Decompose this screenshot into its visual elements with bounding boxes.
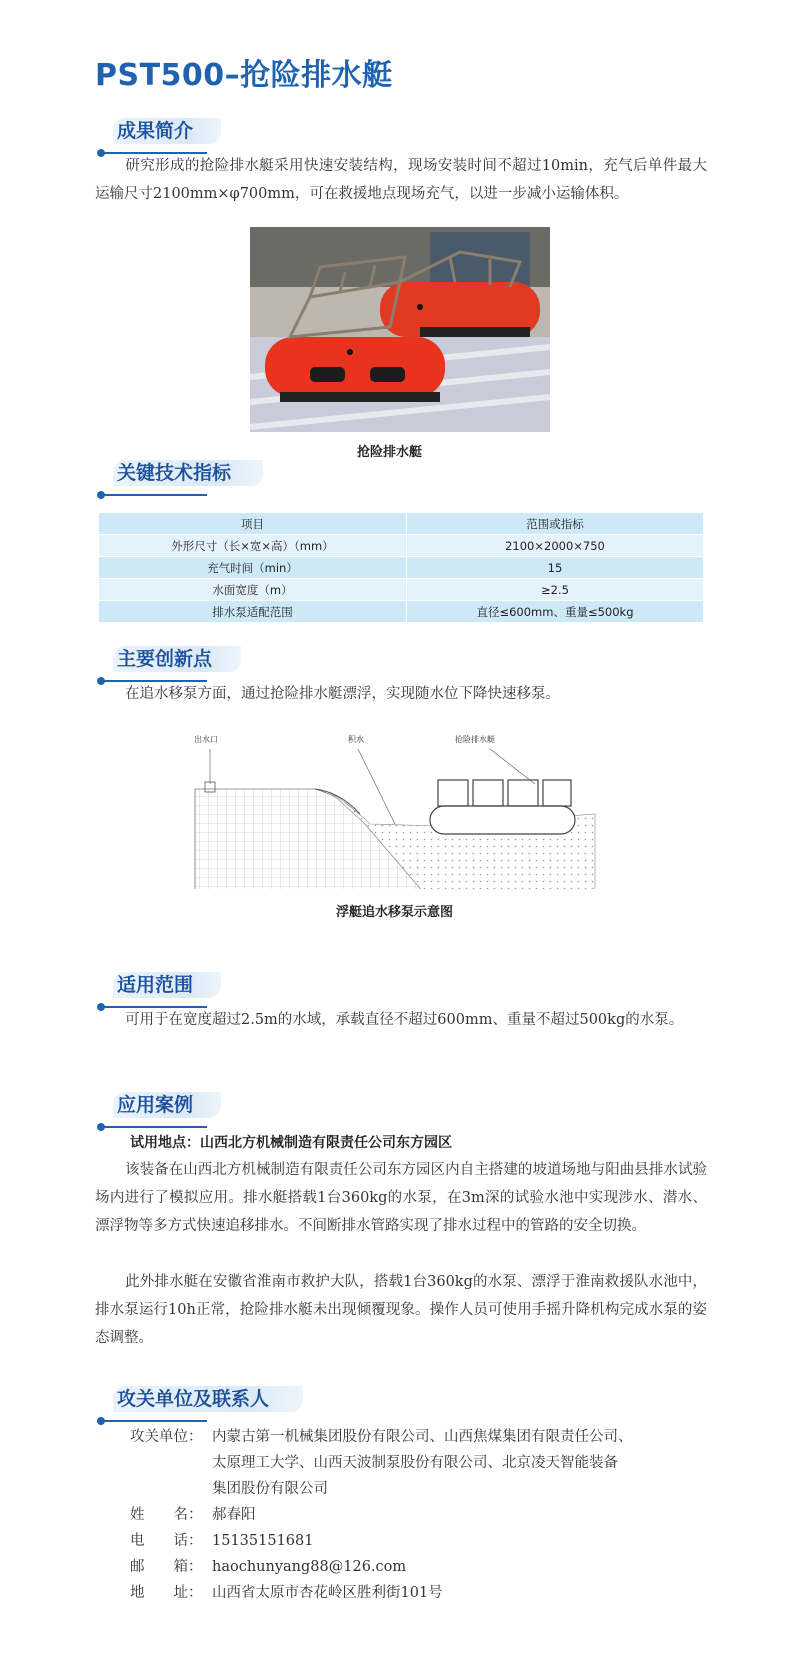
table-cell: 排水泵适配范围 bbox=[99, 601, 407, 623]
phone-value: 15135151681 bbox=[212, 1533, 314, 1549]
units-label: 攻关单位： bbox=[130, 1429, 203, 1445]
spec-table bbox=[98, 512, 704, 623]
table-row bbox=[99, 535, 704, 557]
contact-phone bbox=[130, 1528, 313, 1554]
address-label: 地 址： bbox=[130, 1585, 203, 1601]
diagram-label-outlet: 出水口 bbox=[194, 735, 218, 744]
address-value: 山西省太原市杏花岭区胜利街101号 bbox=[212, 1585, 443, 1601]
table-header-row bbox=[99, 513, 704, 535]
table-row bbox=[99, 579, 704, 601]
units-line: 集团股份有限公司 bbox=[212, 1481, 328, 1497]
email-value: haochunyang88@126.com bbox=[212, 1559, 407, 1575]
page-title: PST500–抢险排水艇 bbox=[95, 58, 393, 93]
phone-label: 电 话： bbox=[130, 1533, 203, 1549]
table-cell: 15 bbox=[407, 557, 704, 579]
name-label: 姓 名： bbox=[130, 1507, 203, 1523]
photo-caption: 抢险排水艇 bbox=[357, 445, 423, 460]
contact-address bbox=[130, 1580, 443, 1606]
table-cell: 2100×2000×750 bbox=[407, 535, 704, 557]
table-header-cell: 范围或指标 bbox=[407, 513, 704, 535]
email-label: 邮 箱： bbox=[130, 1559, 203, 1575]
contact-units bbox=[130, 1424, 633, 1502]
section-heading-intro: 成果简介 bbox=[97, 118, 317, 158]
boat-photo bbox=[250, 227, 550, 432]
section-heading-spec: 关键技术指标 bbox=[97, 460, 317, 500]
flotation-diagram bbox=[190, 724, 610, 889]
table-cell: 直径≤600mm、重量≤500kg bbox=[407, 601, 704, 623]
diagram-label-boat: 抢险排水艇 bbox=[455, 735, 495, 744]
table-cell: ≥2.5 bbox=[407, 579, 704, 601]
table-cell: 充气时间（min） bbox=[99, 557, 407, 579]
cases-paragraph-1: 该装备在山西北方机械制造有限责任公司东方园区内自主搭建的坡道场地与阳曲县排水试验场内进行了模拟应用。排水艇搭载1台360kg的水泵，在3m深的试验水池中实现涉水、潜水、漂浮物等多方式快速追移排水。不间断排水管路实现了排水过程中的管路的安全切换。 bbox=[95, 1162, 707, 1234]
table-cell: 外形尺寸（长×宽×高）（mm） bbox=[99, 535, 407, 557]
diagram-label-water: 积水 bbox=[348, 735, 364, 744]
section-heading-contact: 攻关单位及联系人 bbox=[97, 1386, 317, 1426]
section-heading-scope: 适用范围 bbox=[97, 972, 317, 1012]
table-row bbox=[99, 601, 704, 623]
section-heading-cases: 应用案例 bbox=[97, 1092, 317, 1132]
scope-text: 可用于在宽度超过2.5m的水域，承载直径不超过600mm、重量不超过500kg的水泵。 bbox=[125, 1012, 684, 1028]
trial-site: 试用地点：山西北方机械制造有限责任公司东方园区 bbox=[130, 1135, 452, 1151]
cases-paragraph-2: 此外排水艇在安徽省淮南市救护大队，搭载1台360kg的水泵、漂浮于淮南救援队水池中，排水泵运行10h正常，抢险排水艇未出现倾覆现象。操作人员可使用手摇升降机构完成水泵的姿态调整。 bbox=[95, 1274, 707, 1346]
contact-email bbox=[130, 1554, 406, 1580]
table-header-cell: 项目 bbox=[99, 513, 407, 535]
table-cell: 水面宽度（m） bbox=[99, 579, 407, 601]
innovation-text: 在追水移泵方面，通过抢险排水艇漂浮，实现随水位下降快速移泵。 bbox=[125, 686, 560, 702]
units-line: 太原理工大学、山西天波制泵股份有限公司、北京凌天智能装备 bbox=[212, 1455, 618, 1471]
intro-text: 研究形成的抢险排水艇采用快速安装结构，现场安装时间不超过10min，充气后单件最大运输尺寸2100mm×φ700mm，可在救援地点现场充气，以进一步减小运输体积。 bbox=[95, 158, 707, 202]
name-value: 郝春阳 bbox=[212, 1507, 256, 1523]
units-line: 内蒙古第一机械集团股份有限公司、山西焦煤集团有限责任公司、 bbox=[212, 1429, 633, 1445]
contact-name bbox=[130, 1502, 256, 1528]
table-row bbox=[99, 557, 704, 579]
diagram-caption: 浮艇追水移泵示意图 bbox=[336, 905, 454, 920]
section-heading-innovation: 主要创新点 bbox=[97, 646, 317, 686]
